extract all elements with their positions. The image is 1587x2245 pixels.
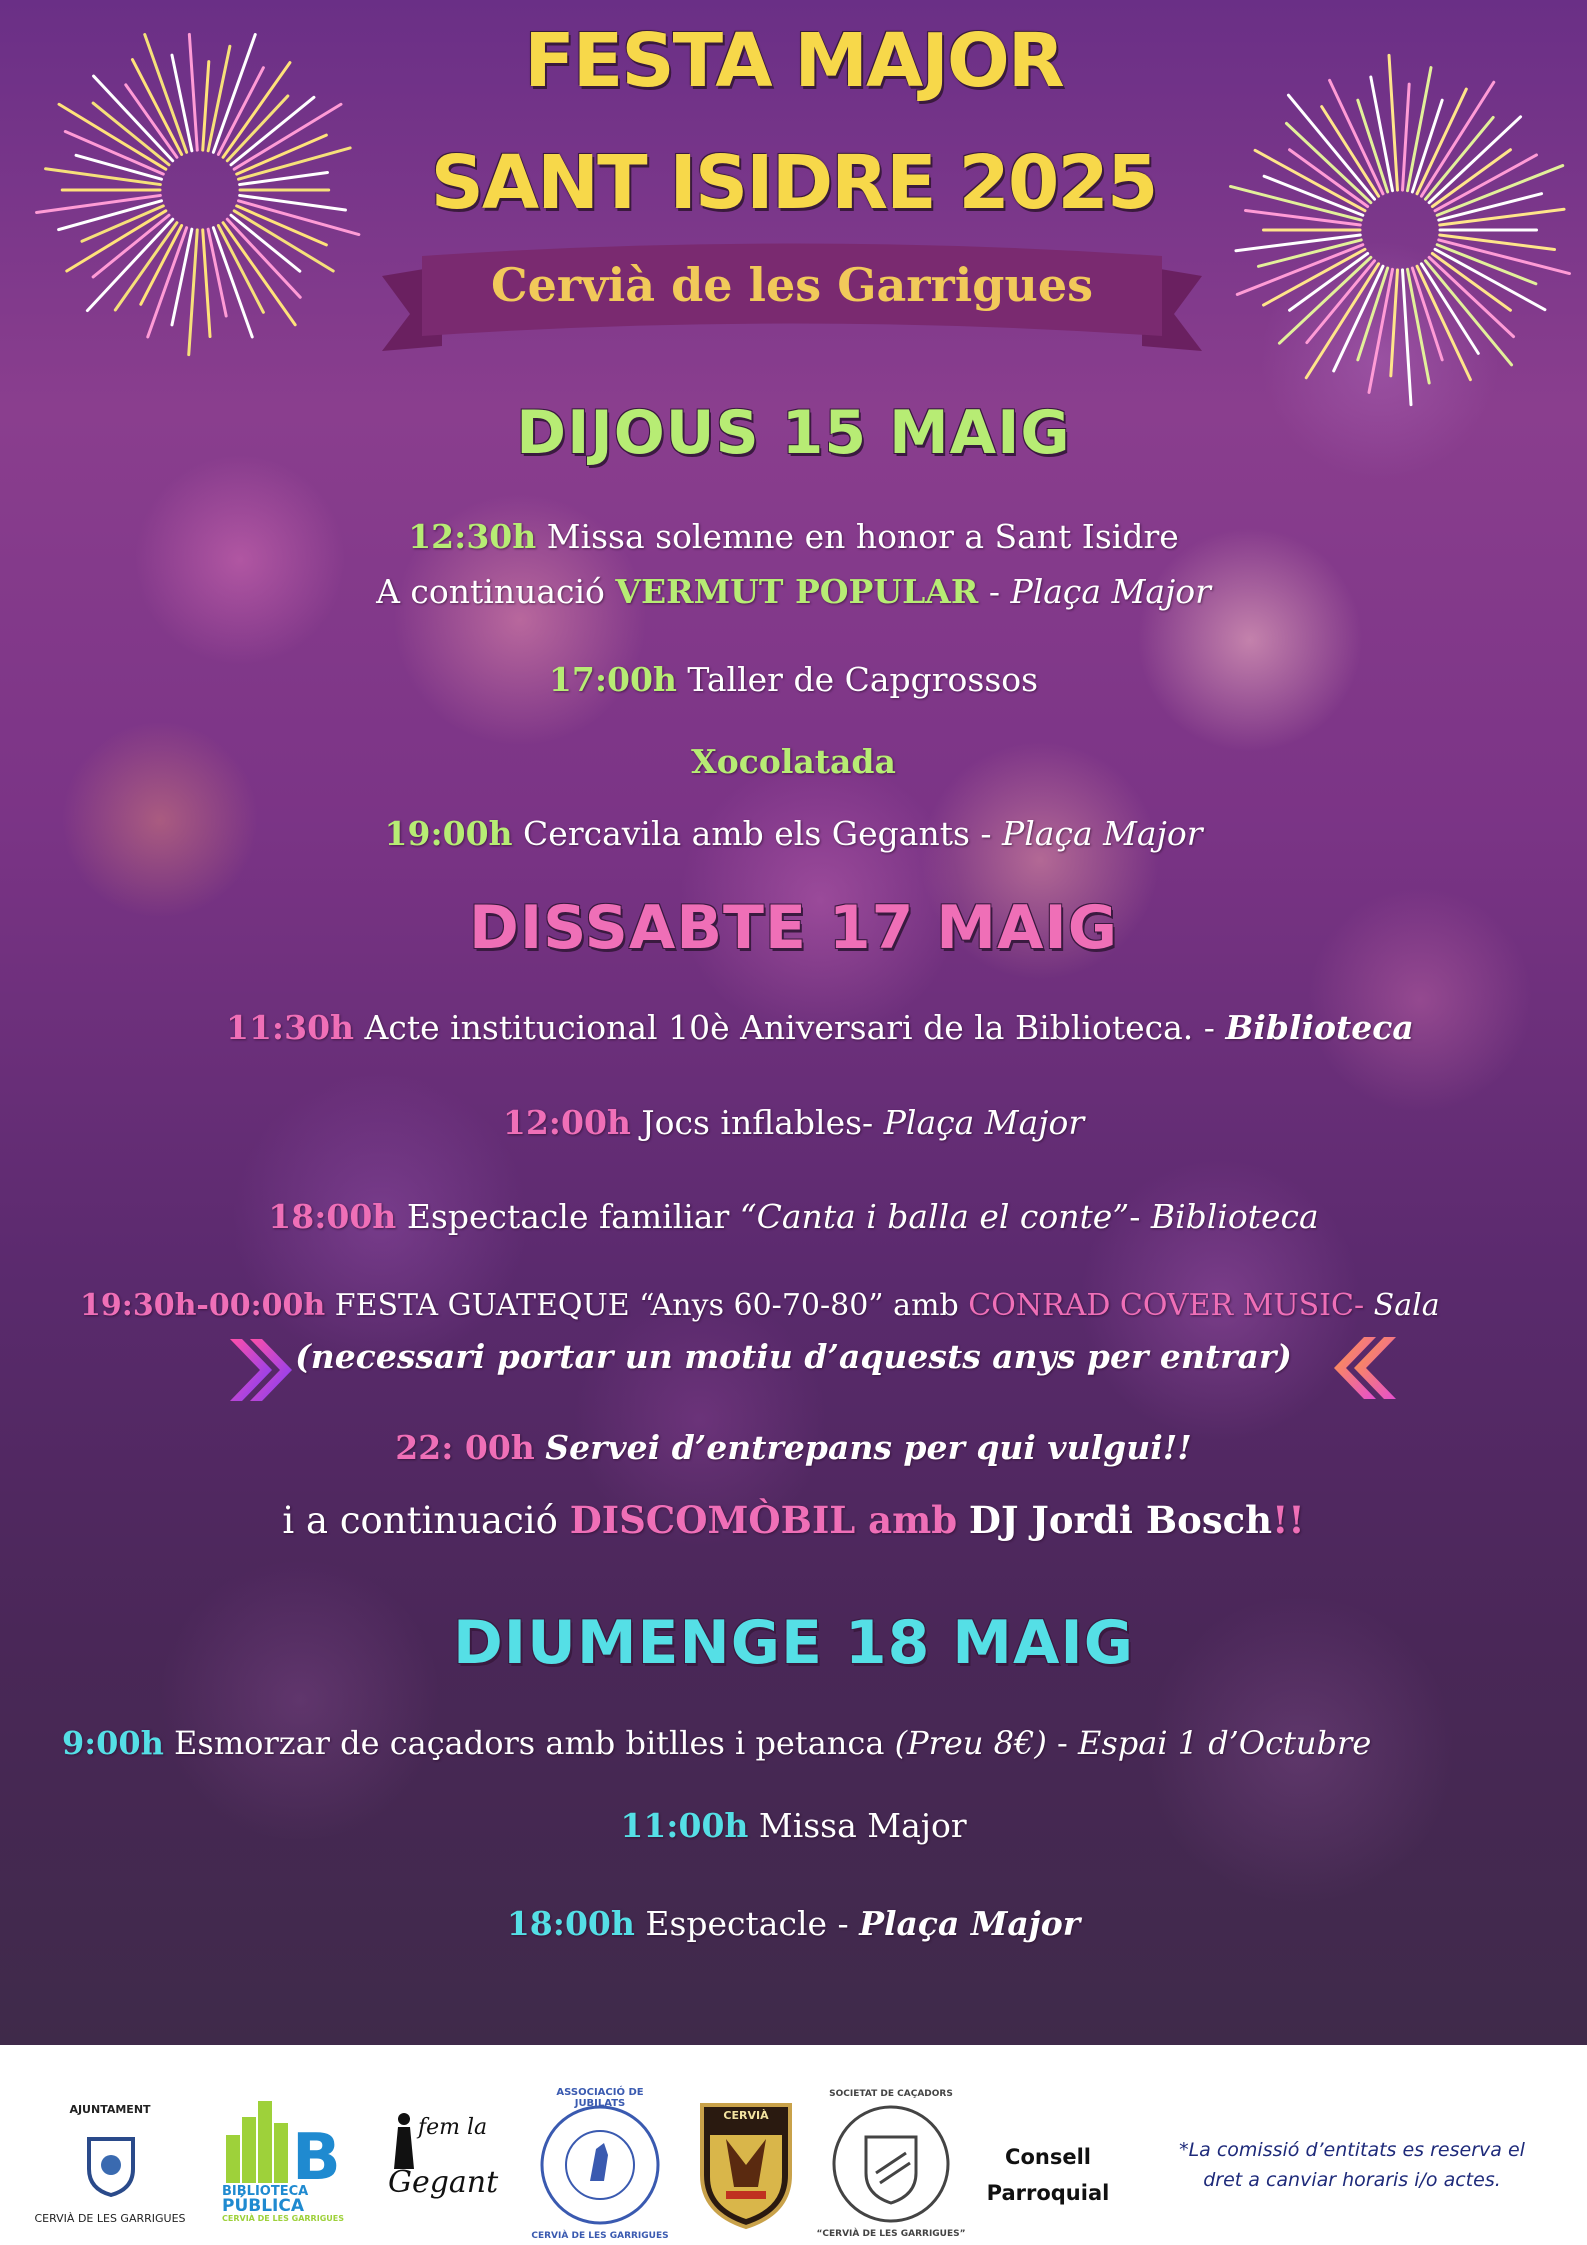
event-highlight: CONRAD COVER MUSIC-: [968, 1288, 1365, 1323]
event-line: [0, 1197, 1587, 1236]
cacadors-seal-icon: [830, 2103, 952, 2225]
gegant-figure-icon: [392, 2111, 416, 2171]
firework-right-icon: [1220, 50, 1580, 410]
event-line: [80, 1288, 1440, 1323]
event-time: 17:00h: [548, 660, 677, 699]
fs-badge-text: CERVIÀ: [723, 2109, 769, 2122]
firework-ray: [227, 219, 300, 297]
event-text: Taller de Capgrossos: [687, 660, 1039, 699]
firework-ray: [1391, 270, 1398, 376]
event-dash: -: [988, 572, 1000, 611]
event-time: 11:00h: [620, 1806, 749, 1845]
consell-line-2: Parroquial: [986, 2181, 1110, 2205]
cacadors-town: “CERVIÀ DE LES GARRIGUES”: [816, 2229, 966, 2239]
event-line: [0, 1904, 1587, 1943]
event-highlight: DISCOMÒBIL amb: [569, 1498, 958, 1542]
firework-ray: [1403, 270, 1411, 405]
event-place: Plaça Major: [859, 1904, 1081, 1943]
event-place: Sala: [1373, 1288, 1440, 1323]
event-time: 11:30h: [226, 1008, 355, 1047]
event-text: Missa Major: [758, 1806, 967, 1845]
event-highlight: VERMUT POPULAR: [615, 572, 979, 611]
disclaimer: [1132, 2135, 1572, 2195]
gegant-line-2: Gegant: [388, 2165, 499, 2200]
event-place: Espai 1 d’Octubre: [1077, 1724, 1372, 1762]
firework-ray: [1306, 264, 1378, 378]
event-line: [0, 742, 1587, 781]
event-place: Plaça Major: [1010, 572, 1211, 611]
jubilats-town: CERVIÀ DE LES GARRIGUES: [531, 2231, 669, 2241]
firework-ray: [1440, 235, 1555, 250]
event-text: Missa solemne en honor a Sant Isidre: [546, 517, 1179, 556]
event-text: FESTA GUATEQUE “Anys 60-70-80” amb: [334, 1288, 959, 1323]
firework-ray: [189, 230, 198, 355]
firework-ray: [1236, 235, 1360, 251]
event-time: 19:30h-00:00h: [80, 1288, 326, 1323]
disclaimer-line-2: dret a canviar horaris i/o actes.: [1203, 2169, 1501, 2191]
event-line: [0, 1428, 1587, 1467]
event-time: 12:00h: [502, 1103, 631, 1142]
event-text: Jocs inflables-: [641, 1103, 874, 1142]
chevron-left-icon: [1330, 1331, 1400, 1405]
gegant-line-1: fem la: [418, 2115, 488, 2140]
event-dash: -: [1129, 1197, 1141, 1236]
event-line: [0, 1103, 1587, 1142]
event-exclaim: !!: [1272, 1498, 1305, 1542]
event-line: [0, 1498, 1587, 1542]
ajuntament-town: CERVIÀ DE LES GARRIGUES: [34, 2212, 186, 2225]
title-line-2: SANT ISIDRE 2025: [430, 140, 1157, 226]
consell-line-1: Consell: [1005, 2145, 1091, 2169]
day-heading-diumenge: DIUMENGE 18 MAIG: [453, 1608, 1134, 1678]
firework-ray: [1258, 240, 1361, 266]
ajuntament-shield-icon: [85, 2135, 137, 2197]
event-highlight: Xocolatada: [691, 742, 896, 781]
biblioteca-line-3: CERVIÀ DE LES GARRIGUES: [222, 2214, 344, 2223]
svg-text:B: B: [292, 2121, 341, 2185]
event-time: 22: 00h: [395, 1428, 535, 1467]
biblioteca-label: [222, 2185, 352, 2223]
event-time: 19:00h: [384, 814, 513, 853]
event-line: [0, 572, 1587, 611]
event-line: [0, 660, 1587, 699]
event-place: Biblioteca: [1225, 1008, 1414, 1047]
sponsor-footer: [0, 2045, 1587, 2245]
cacadors-arc-text: SOCIETAT DE CAÇADORS: [829, 2089, 953, 2099]
event-line: [0, 814, 1587, 853]
event-text: Esmorzar de caçadors amb bitlles i petanca: [174, 1724, 885, 1762]
disclaimer-line-1: *La comissió d’entitats es reserva el: [1179, 2139, 1525, 2161]
event-line: [0, 1806, 1587, 1845]
biblioteca-logo-icon: [222, 2095, 342, 2185]
event-time: 12:30h: [408, 517, 537, 556]
event-place: Biblioteca: [1150, 1197, 1319, 1236]
event-text: i a continuació: [282, 1499, 558, 1542]
subtitle: Cervià de les Garrigues: [490, 258, 1094, 312]
event-text: Espectacle -: [645, 1904, 849, 1943]
ajuntament-label: AJUNTAMENT: [69, 2103, 151, 2116]
event-text: Espectacle familiar: [406, 1197, 730, 1236]
event-time: 18:00h: [268, 1197, 397, 1236]
event-note: (necessari portar un motiu d’aquests anys per entrar): [295, 1337, 1292, 1376]
event-dj: DJ Jordi Bosch: [968, 1498, 1273, 1542]
title-line-1: FESTA MAJOR: [524, 18, 1063, 104]
consell-label: [978, 2139, 1118, 2211]
event-time: 18:00h: [506, 1904, 635, 1943]
event-text: A continuació: [376, 572, 605, 611]
event-line: [226, 1008, 1414, 1047]
biblioteca-line-1: BIBLIOTECA: [222, 2184, 309, 2199]
event-place: Plaça Major: [883, 1103, 1085, 1142]
event-text: Acte institucional 10è Aniversari de la Biblioteca. -: [364, 1008, 1215, 1047]
event-text: Servei d’entrepans per qui vulgui!!: [545, 1428, 1192, 1467]
firework-ray: [1439, 240, 1570, 274]
event-place: Plaça Major: [1002, 814, 1203, 853]
day-heading-dijous: DIJOUS 15 MAIG: [516, 398, 1071, 468]
day-heading-dissabte: DISSABTE 17 MAIG: [469, 893, 1118, 963]
event-note: (Preu 8€): [894, 1724, 1047, 1762]
firework-ray: [203, 230, 210, 337]
jubilats-arc-text: ASSOCIACIÓ DE JUBILATS: [556, 2087, 644, 2109]
event-quote: “Canta i balla el conte”: [739, 1197, 1130, 1236]
event-line: [0, 517, 1587, 556]
event-dash: -: [1056, 1724, 1068, 1762]
biblioteca-line-2: PÚBLICA: [222, 2196, 305, 2216]
event-line: [62, 1724, 1371, 1762]
event-time: 9:00h: [62, 1724, 164, 1762]
event-text: Cercavila amb els Gegants -: [523, 814, 992, 853]
jubilats-seal-icon: [538, 2103, 662, 2227]
